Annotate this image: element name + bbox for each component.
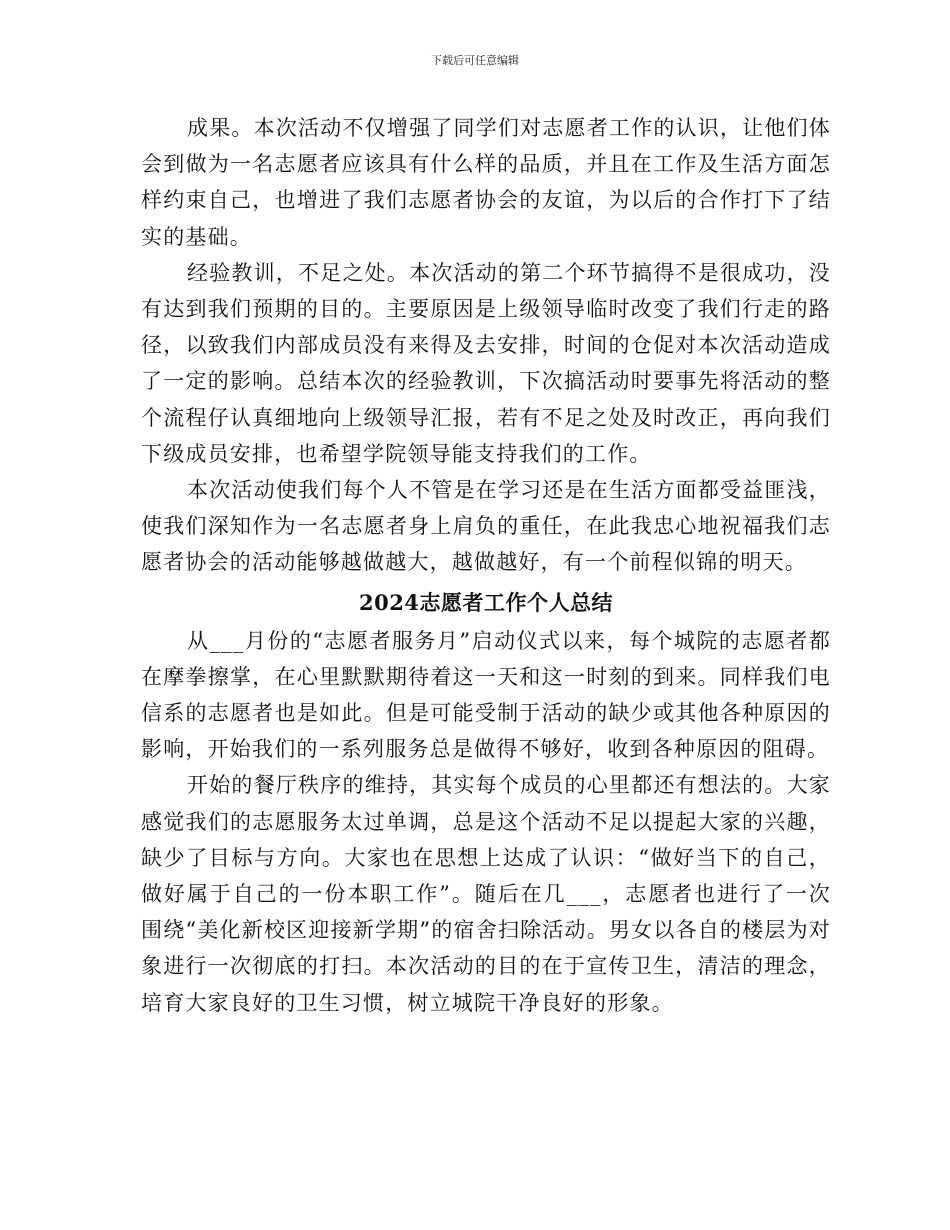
document-body <box>141 110 831 1021</box>
page-header: 下载后可任意编辑 <box>431 54 519 67</box>
paragraph: 开始的餐厅秩序的维持，其实每个成员的心里都还有想法的。大家感觉我们的志愿服务太过单调，总是这个活动不足以提起大家的兴趣，缺少了目标与方向。大家也在思想上达成了认识：“做好当下的自己，做好属于自己的一份本职工作”。随后在几___，志愿者也进行了一次围绕“美化新校区迎接新学期”的宿舍扫除活动。男女以各自的楼层为对象进行一次彻底的打扫。本次活动的目的在于宣传卫生，清洁的理念，培育大家良好的卫生习惯，树立城院干净良好的形象。 <box>141 773 831 1015</box>
paragraph: 本次活动使我们每个人不管是在学习还是在生活方面都受益匪浅，使我们深知作为一名志愿者身上肩负的重任，在此我忠心地祝福我们志愿者协会的活动能够越做越大，越做越好，有一个前程似锦的明天。 <box>141 478 831 575</box>
paragraph: 经验教训，不足之处。本次活动的第二个环节搞得不是很成功，没有达到我们预期的目的。主要原因是上级领导临时改变了我们行走的路径，以致我们内部成员没有来得及去安排，时间的仓促对本次活动造成了一定的影响。总结本次的经验教训，下次搞活动时要事先将活动的整个流程仔认真细地向上级领导汇报，若有不足之处及时改正，再向我们下级成员安排，也希望学院领导能支持我们的工作。 <box>141 260 831 466</box>
paragraph: 从___月份的“志愿者服务月”启动仪式以来，每个城院的志愿者都在摩拳擦掌，在心里默默期待着这一天和这一时刻的到来。同样我们电信系的志愿者也是如此。但是可能受制于活动的缺少或其他各种原因的影响，开始我们的一系列服务总是做得不够好，收到各种原因的阻碍。 <box>141 628 831 762</box>
section-title: 2024志愿者工作个人总结 <box>359 589 613 615</box>
paragraph: 成果。本次活动不仅增强了同学们对志愿者工作的认识，让他们体会到做为一名志愿者应该具有什么样的品质，并且在工作及生活方面怎样约束自己，也增进了我们志愿者协会的友谊，为以后的合作打下了结实的基础。 <box>141 116 831 249</box>
